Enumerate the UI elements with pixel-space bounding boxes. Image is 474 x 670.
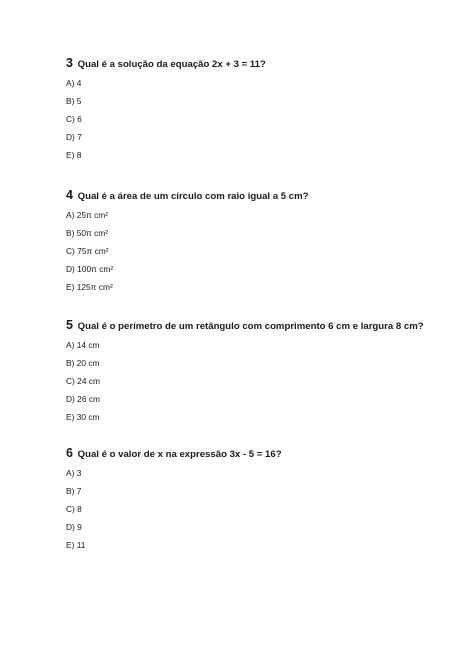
option-c: C) 75π cm² (66, 246, 109, 256)
option-b: B) 5 (66, 96, 82, 106)
option-b: B) 7 (66, 486, 82, 496)
question-text: Qual é a solução da equação 2x + 3 = 11? (77, 59, 266, 70)
option-e: E) 30 cm (66, 412, 100, 422)
question-text: Qual é o perímetro de um retângulo com comprimento 6 cm e largura 8 cm? (77, 321, 424, 332)
question-heading (66, 188, 466, 202)
question-3 (66, 56, 466, 160)
question-6 (66, 446, 466, 550)
option-e: E) 8 (66, 150, 82, 160)
question-heading (66, 56, 466, 70)
options-list (66, 210, 466, 292)
option-b: B) 50π cm² (66, 228, 109, 238)
option-c: C) 8 (66, 504, 82, 514)
question-heading (66, 318, 466, 332)
option-a: A) 3 (66, 468, 82, 478)
option-a: A) 14 cm (66, 340, 100, 350)
question-number: 5 (66, 318, 73, 332)
option-a: A) 4 (66, 78, 82, 88)
question-text: Qual é a área de um círculo com raio igual a 5 cm? (77, 191, 309, 202)
options-list (66, 78, 466, 160)
option-a: A) 25π cm² (66, 210, 109, 220)
question-5 (66, 318, 466, 422)
option-b: B) 20 cm (66, 358, 100, 368)
question-number: 3 (66, 56, 73, 70)
question-4 (66, 188, 466, 292)
option-c: C) 24 cm (66, 376, 100, 386)
question-heading (66, 446, 466, 460)
question-text: Qual é o valor de x na expressão 3x - 5 = 16? (77, 449, 282, 460)
question-number: 6 (66, 446, 73, 460)
option-d: D) 26 cm (66, 394, 100, 404)
options-list (66, 340, 466, 422)
option-d: D) 7 (66, 132, 82, 142)
option-e: E) 125π cm² (66, 282, 113, 292)
option-e: E) 11 (66, 540, 86, 550)
option-d: D) 9 (66, 522, 82, 532)
option-c: C) 6 (66, 114, 82, 124)
options-list (66, 468, 466, 550)
option-d: D) 100π cm² (66, 264, 114, 274)
question-number: 4 (66, 188, 73, 202)
